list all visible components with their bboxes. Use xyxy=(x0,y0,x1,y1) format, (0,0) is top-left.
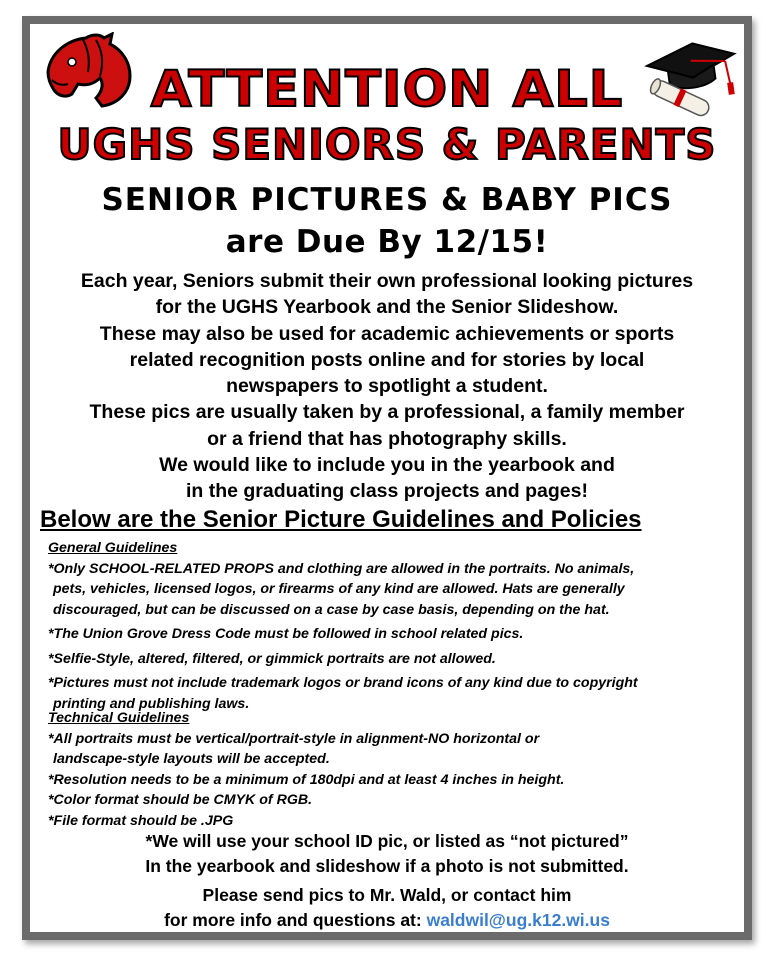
intro-line: newspapers to spotlight a student. xyxy=(226,375,548,398)
subhead-pictures: SENIOR PICTURES & BABY PICS xyxy=(101,182,673,218)
guidelines-heading: Below are the Senior Picture Guidelines and Policies xyxy=(40,506,642,533)
email-link[interactable]: waldwil@ug.k12.wi.us xyxy=(426,910,610,930)
technical-guidelines-title: Technical Guidelines xyxy=(48,710,190,726)
technical-guidelines xyxy=(48,708,728,831)
intro-paragraph xyxy=(38,268,736,505)
contact-info xyxy=(30,883,744,933)
rule-line: *Only SCHOOL-RELATED PROPS and clothing are allowed in the portraits. No animals, xyxy=(48,560,635,577)
rule-line: discouraged, but can be discussed on a case by case basis, depending on the hat. xyxy=(53,601,610,618)
rule-line: printing and publishing laws. xyxy=(53,695,250,712)
rule-line: *Pictures must not include trademark logos or brand icons of any kind due to copyright xyxy=(48,675,638,691)
intro-line: related recognition posts online and for stories by local xyxy=(129,348,645,371)
intro-line: or a friend that has photography skills. xyxy=(207,427,567,450)
rule-line: pets, vehicles, licensed logos, or firearms of any kind are allowed. Hats are generally xyxy=(53,581,625,597)
general-guidelines-title: General Guidelines xyxy=(48,540,178,556)
intro-line: These pics are usually taken by a professional, a family member xyxy=(89,401,685,424)
rule-line: *File format should be .JPG xyxy=(48,812,234,829)
contact-prefix: for more info and questions at: xyxy=(164,910,427,930)
contact-line: Please send pics to Mr. Wald, or contact him xyxy=(202,885,572,905)
intro-line: We would like to include you in the yearbook and xyxy=(159,454,615,477)
flyer xyxy=(22,16,752,940)
rule-line: landscape-style layouts will be accepted. xyxy=(53,751,330,767)
subhead-due-date: are Due By 12/15! xyxy=(225,224,549,260)
intro-line: Each year, Seniors submit their own professional looking pictures xyxy=(80,270,694,292)
rule-line: *The Union Grove Dress Code must be followed in school related pics. xyxy=(48,626,524,642)
contact-line xyxy=(30,908,744,933)
rule-line: *Selfie-Style, altered, filtered, or gimmick portraits are not allowed. xyxy=(48,650,496,667)
note-line: In the yearbook and slideshow if a photo is not submitted. xyxy=(145,856,629,876)
general-guidelines xyxy=(48,538,728,714)
headline-attention: ATTENTION ALL xyxy=(150,60,624,118)
intro-line: for the UGHS Yearbook and the Senior Slideshow. xyxy=(155,296,619,319)
rule-line: *All portraits must be vertical/portrait-style in alignment-NO horizontal or xyxy=(48,730,540,747)
note-line: *We will use your school ID pic, or listed as “not pictured” xyxy=(145,831,629,851)
intro-line: These may also be used for academic achievements or sports xyxy=(99,322,675,345)
headline-audience: UGHS SENIORS & PARENTS xyxy=(57,120,717,169)
id-pic-note xyxy=(30,829,744,879)
rule-line: *Resolution needs to be a minimum of 180dpi and at least 4 inches in height. xyxy=(48,771,565,788)
intro-line: in the graduating class projects and pages! xyxy=(185,480,588,503)
rule-line: *Color format should be CMYK of RGB. xyxy=(48,792,313,808)
